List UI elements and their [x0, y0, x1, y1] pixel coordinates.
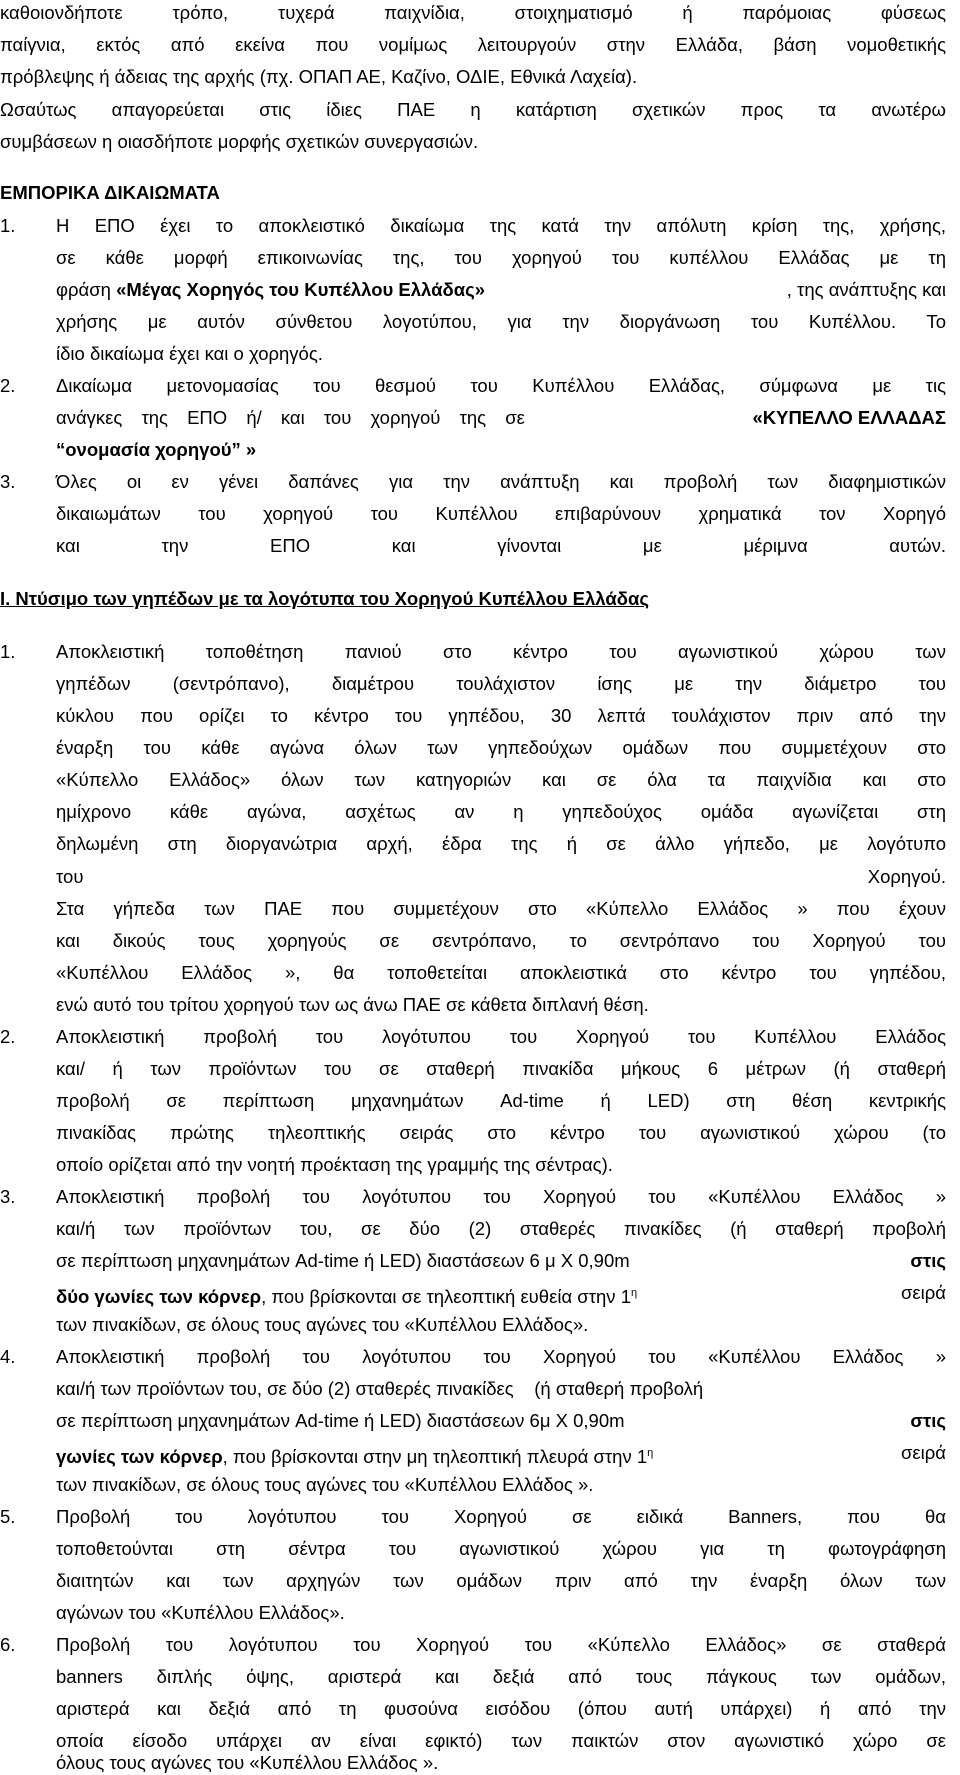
p1-line-5: «Κύπελλο Ελλάδος» όλων των κατηγοριών και σε όλα τα παιχνίδια και στο [56, 769, 946, 790]
p2-line-5: οποίο ορίζεται από την νοητή προέκταση της γραμμής της σέντρας). [56, 1154, 613, 1175]
bold-fragment: στις [910, 1250, 946, 1271]
p1-line-11: «Κυπέλλου Ελλάδος », θα τοποθετείται αποκλειστικά στο κέντρο του γηπέδου, [56, 962, 946, 983]
intro-line-5: συμβάσεων η οιασδήποτε μορφής σχετικών συνεργασιών. [0, 131, 479, 152]
list-number: 2. [0, 1026, 16, 1047]
text-fragment: σε περίπτωση μηχανημάτων Ad-time ή LED) διαστάσεων 6μ Χ 0,90m [56, 1410, 625, 1431]
text-fragment: , που βρίσκονται στην μη τηλεοπτική πλευρά στην 1 [222, 1446, 648, 1468]
item3-line-1: Όλες οι εν γένει δαπάνες για την ανάπτυξη και προβολή των διαφημιστικών [56, 471, 946, 492]
p3-line-4 [56, 1282, 946, 1308]
cup-name: «ΚΥΠΕΛΛΟ ΕΛΛΑΔΑΣ [752, 407, 946, 428]
item3-line-2: δικαιωμάτων του χορηγού του Κυπέλλου επιβαρύνουν χρηματικά τον Χορηγό [56, 503, 946, 524]
text-fragment: ανάγκες της ΕΠΟ ή/ και του χορηγού της σε [56, 407, 545, 428]
p4-line-4-start [56, 1442, 653, 1468]
p3-line-3 [56, 1250, 946, 1272]
p6-line-1: Προβολή του λογότυπου του Χορηγού του «Κύπελλο Ελλάδος» σε σταθερά [56, 1634, 946, 1655]
bold-fragment: δύο γωνίες των κόρνερ [56, 1286, 262, 1308]
list-number: 1. [0, 215, 16, 236]
list-number: 5. [0, 1506, 16, 1527]
intro-line-4: Ωσαύτως απαγορεύεται στις ίδιες ΠΑΕ η κατάρτιση σχετικών προς τα ανωτέρω [0, 99, 946, 120]
p1-line-8: του Χορηγού. [56, 866, 946, 887]
item1-line-1: Η ΕΠΟ έχει το αποκλειστικό δικαίωμα της κατά την απόλυτη κρίση της, χρήσης, [56, 215, 946, 236]
p6-line-5: όλους τους αγώνες του «Κυπέλλου Ελλάδος ». [56, 1752, 439, 1773]
section-heading-commercial-rights: ΕΜΠΟΡΙΚΑ ΔΙΚΑΙΩΜΑΤΑ [0, 182, 220, 203]
text-fragment: σειρά [901, 1282, 946, 1303]
intro-line-1: καθοιονδήποτε τρόπο, τυχερά παιχνίδια, στοιχηματισμό ή παρόμοιας φύσεως [0, 2, 946, 23]
p5-line-2: τοποθετούνται στη σέντρα του αγωνιστικού χώρου για τη φωτογράφηση [56, 1538, 946, 1559]
p4-line-5: των πινακίδων, σε όλους τους αγώνες του «Κυπέλλου Ελλάδος ». [56, 1474, 594, 1495]
item1-line-2: σε κάθε μορφή επικοινωνίας της, του χορηγού του κυπέλλου Ελλάδας με τη [56, 247, 946, 268]
p3-line-5: των πινακίδων, σε όλους τους αγώνες του «Κυπέλλου Ελλάδος». [56, 1314, 589, 1335]
p1-line-7: δηλωμένη στη διοργανώτρια αρχή, έδρα της ή σε άλλο γήπεδο, με λογότυπο [56, 833, 946, 854]
item2-line-3: “ονομασία χορηγού” » [56, 439, 257, 460]
bold-fragment: γωνίες των κόρνερ [56, 1446, 223, 1468]
p3-line-2: και/ή των προϊόντων του, σε δύο (2) σταθερές πινακίδες (ή σταθερή προβολή [56, 1218, 946, 1239]
p2-line-4: πινακίδας πρώτης τηλεοπτικής σειράς στο κέντρο του αγωνιστικού χώρου (το [56, 1122, 946, 1143]
list-number: 2. [0, 375, 16, 396]
text-fragment: σε περίπτωση μηχανημάτων Ad-time ή LED) διαστάσεων 6 μ Χ 0,90m [56, 1250, 630, 1271]
list-number: 3. [0, 1186, 16, 1207]
p1-line-4: έναρξη του κάθε αγώνα όλων των γηπεδούχων ομάδων που συμμετέχουν στο [56, 737, 946, 758]
p5-line-3: διαιτητών και των αρχηγών των ομάδων πριν από την έναρξη όλων των [56, 1570, 946, 1591]
sponsor-phrase: «Μέγας Χορηγός του Κυπέλλου Ελλάδας» [116, 279, 485, 300]
item1-line-4: χρήσης με αυτόν σύνθετου λογοτύπου, για την διοργάνωση του Κυπέλλου. Το [56, 311, 946, 332]
p1-line-9: Στα γήπεδα των ΠΑΕ που συμμετέχουν στο «Κύπελλο Ελλάδος » που έχουν [56, 898, 946, 919]
item2-line-2 [56, 407, 946, 429]
p2-line-2: και/ ή των προϊόντων του σε σταθερή πινακίδα μήκους 6 μέτρων (ή σταθερή [56, 1058, 946, 1079]
p3-line-1: Αποκλειστική προβολή του λογότυπου του Χορηγού του «Κυπέλλου Ελλάδος » [56, 1186, 946, 1207]
text-fragment: , της ανάπτυξης και [786, 279, 946, 300]
p6-line-3: αριστερά και δεξιά από τη φυσούνα εισόδου (όπου αυτή υπάρχει) ή από την [56, 1698, 946, 1719]
intro-line-3: πρόβλεψης ή άδειας της αρχής (πχ. ΟΠΑΠ ΑΕ, Καζίνο, ΟΔΙΕ, Εθνικά Λαχεία). [0, 66, 638, 87]
list-number: 1. [0, 641, 16, 662]
p4-line-2: και/ή των προϊόντων του, σε δύο (2) σταθερές πινακίδες (ή σταθερή προβολή [56, 1378, 704, 1399]
p2-line-1: Αποκλειστική προβολή του λογότυπου του Χορηγού του Κυπέλλου Ελλάδος [56, 1026, 946, 1047]
list-number: 3. [0, 471, 16, 492]
item1-line-3-start [56, 279, 485, 301]
item1-line-5: ίδιο δικαίωμα έχει και ο χορηγός. [56, 343, 323, 364]
superscript: η [647, 1447, 654, 1459]
p6-line-2: banners διπλής όψης, αριστερά και δεξιά από τους πάγκους των ομάδων, [56, 1666, 946, 1687]
section-heading-stadium-dressing: Ι. Ντύσιμο των γηπέδων με τα λογότυπα του Χορηγού Κυπέλλου Ελλάδας [0, 588, 649, 609]
intro-line-2: παίγνια, εκτός από εκείνα που νομίμως λειτουργούν στην Ελλάδα, βάση νομοθετικής [0, 34, 946, 55]
p4-line-3 [56, 1410, 946, 1432]
item1-line-3 [56, 279, 946, 301]
p3-line-4-start [56, 1282, 637, 1308]
superscript: η [630, 1287, 638, 1299]
p6-line-4: οποία είσοδο υπάρχει αν είναι εφικτό) των παικτών στον αγωνιστικό χώρο σε [56, 1730, 946, 1751]
p4-line-4 [56, 1442, 946, 1468]
text-fragment: σειρά [901, 1442, 946, 1463]
p4-line-1: Αποκλειστική προβολή του λογότυπου του Χορηγού του «Κυπέλλου Ελλάδος » [56, 1346, 946, 1367]
p1-line-10: και δικούς τους χορηγούς σε σεντρόπανο, το σεντρόπανο του Χορηγού του [56, 930, 946, 951]
item2-line-1: Δικαίωμα μετονομασίας του θεσμού του Κυπέλλου Ελλάδας, σύμφωνα με τις [56, 375, 946, 396]
p1-line-6: ημίχρονο κάθε αγώνα, ασχέτως αν η γηπεδούχος ομάδα αγωνίζεται στη [56, 801, 946, 822]
bold-fragment: στις [910, 1410, 946, 1431]
text-fragment: φράση [56, 279, 117, 300]
p1-line-1: Αποκλειστική τοποθέτηση πανιού στο κέντρο του αγωνιστικού χώρου των [56, 641, 946, 662]
list-number: 6. [0, 1634, 16, 1655]
p1-line-12: ενώ αυτό του τρίτου χορηγού των ως άνω ΠΑΕ σε κάθετα διπλανή θέση. [56, 994, 649, 1015]
p5-line-1: Προβολή του λογότυπου του Χορηγού σε ειδικά Banners, που θα [56, 1506, 946, 1527]
p1-line-2: γηπέδων (σεντρόπανο), διαμέτρου τουλάχιστον ίσης με την διάμετρο του [56, 673, 946, 694]
text-fragment: , που βρίσκονται σε τηλεοπτική ευθεία στην 1 [261, 1286, 631, 1308]
p1-line-3: κύκλου που ορίζει το κέντρο του γηπέδου, 30 λεπτά τουλάχιστον πριν από την [56, 705, 946, 726]
p2-line-3: προβολή σε περίπτωση μηχανημάτων Ad-time ή LED) στη θέση κεντρικής [56, 1090, 946, 1111]
list-number: 4. [0, 1346, 16, 1367]
p5-line-4: αγώνων του «Κυπέλλου Ελλάδος». [56, 1602, 345, 1623]
item3-line-3: και την ΕΠΟ και γίνονται με μέριμνα αυτών. [56, 535, 946, 556]
